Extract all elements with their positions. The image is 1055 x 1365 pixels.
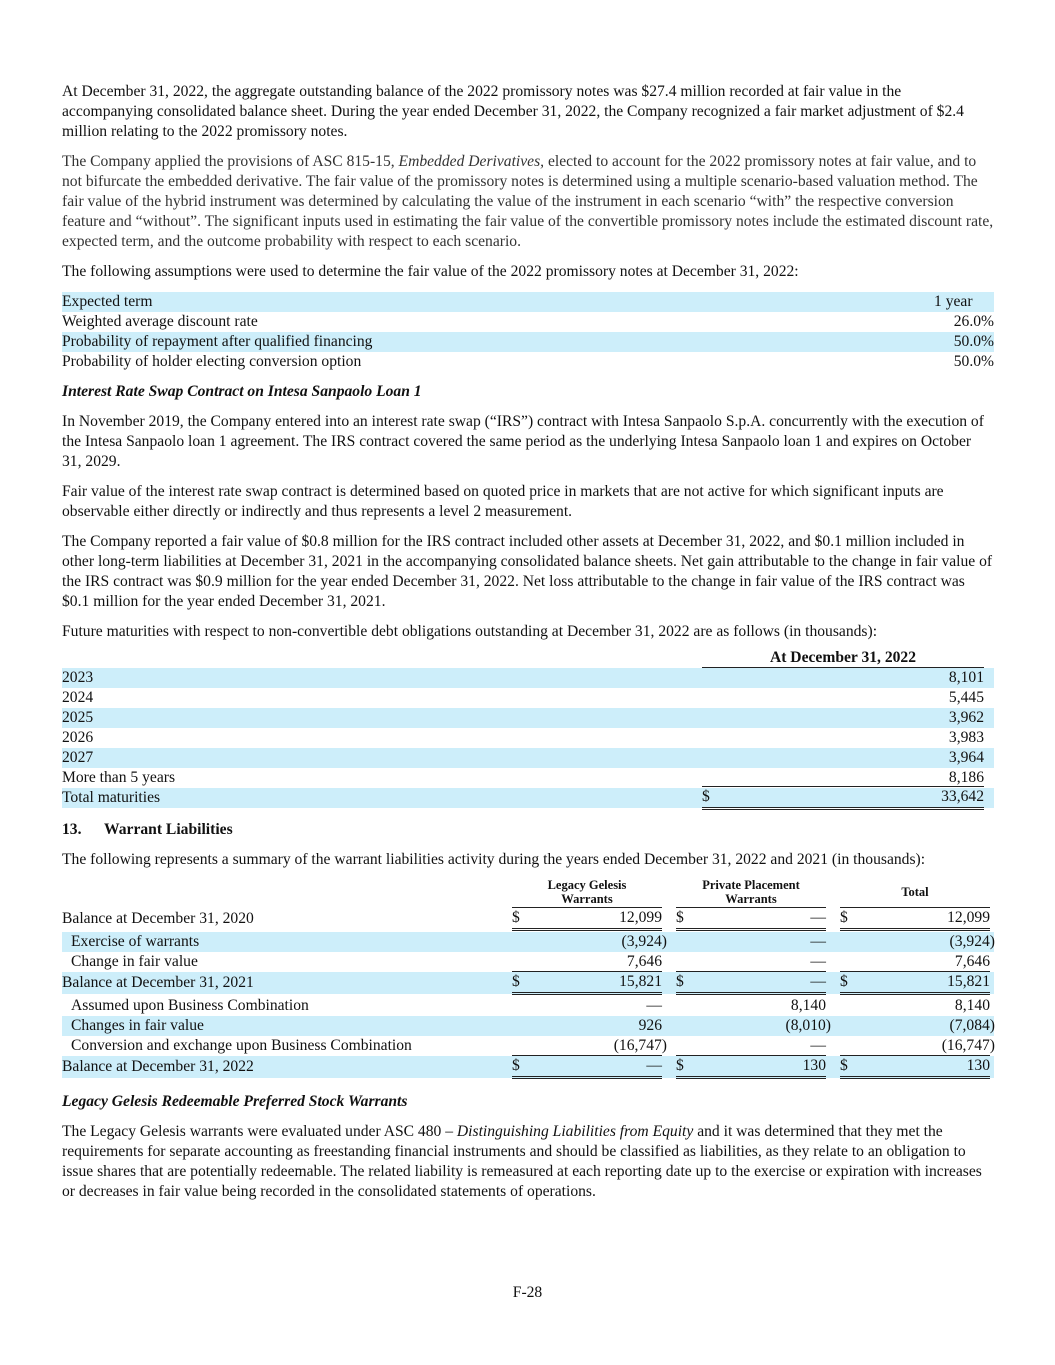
paragraph-asc-815-part1: The Company applied the provisions of ASC 815-15,	[62, 153, 399, 170]
warrant-row	[62, 932, 994, 952]
warrant-amount: 12,099	[947, 908, 990, 926]
warrant-cell	[676, 971, 826, 995]
warrant-row-label: Change in fair value	[71, 953, 198, 970]
assumption-row	[62, 332, 994, 352]
assumption-row	[62, 292, 994, 312]
currency-sign	[702, 768, 722, 788]
legacy-gelesis-heading: Legacy Gelesis Redeemable Preferred Stock Warrants	[62, 1093, 408, 1110]
currency-sign	[676, 1016, 694, 1036]
warrant-amount: 8,140	[790, 997, 826, 1014]
assumption-label: Expected term	[62, 293, 153, 310]
currency-sign	[512, 952, 530, 972]
warrant-row-label: Balance at December 31, 2021	[62, 974, 254, 991]
section-title: Warrant Liabilities	[104, 821, 233, 838]
currency-sign	[702, 688, 722, 708]
paragraph-promissory-balance: At December 31, 2022, the aggregate outstanding balance of the 2022 promissory notes was $27.4 million recorded at fair value in the accompanying consolidated balance sheet. During the year ended December 31, 2022, the Company recognized a fair market adjustment of $2.4 million relating to the 2022 promissory notes.	[62, 83, 964, 140]
warrant-amount: —	[810, 933, 826, 950]
warrant-row-label: Changes in fair value	[71, 1017, 204, 1034]
maturity-amount-cell	[702, 786, 984, 810]
maturity-amount: 3,983	[948, 729, 984, 746]
header-line: Legacy Gelesis	[547, 878, 627, 892]
header-line: Private Placement	[702, 878, 800, 892]
maturity-amount-cell	[702, 688, 984, 708]
warrant-cell	[840, 1055, 990, 1079]
paragraph-asc-815-part2: elected to account for the 2022 promissory notes at fair value, and to not bifurcate the embedded derivative. The fair value of the promissory notes is determined using a multiple scenario-based valuation method. The fair value of the hybrid instrument was determined by calculating the value of the instrument in each scenario “with” the respective conversion feature and “without”. The significant inputs used in estimating the fair value of the convertible promissory notes include the estimated discount rate, expected term, and the outcome probability with respect to each scenario.	[62, 153, 994, 250]
assumptions-table	[62, 292, 994, 372]
currency-sign	[840, 952, 858, 972]
paragraph-irs-reported: The Company reported a fair value of $0.8 million for the IRS contract included other assets at December 31, 2022, and $0.1 million included in other long-term liabilities at December 31, 2021 in the accompanying consolidated balance sheets. Net gain attributable to the change in fair value of the IRS contract was $0.9 million for the year ended December 31, 2022. Net loss attributable to the change in fair value of the IRS contract was $0.1 million for the year ended December 31, 2021.	[62, 533, 993, 610]
warrant-amount: (16,747)	[613, 1037, 667, 1054]
warrant-row	[62, 972, 994, 994]
paragraph-legacy-gelesis	[62, 1122, 994, 1202]
warrant-cell	[512, 1016, 662, 1036]
currency-sign	[676, 932, 694, 952]
column-header-total	[840, 885, 990, 908]
assumption-label: Probability of holder electing conversion option	[62, 353, 362, 370]
irs-heading: Interest Rate Swap Contract on Intesa Sanpaolo Loan 1	[62, 383, 422, 400]
maturity-amount: 5,445	[948, 689, 984, 706]
maturity-amount-cell	[702, 768, 984, 788]
warrant-row	[62, 952, 994, 972]
currency-sign	[840, 996, 858, 1016]
maturity-label: 2025	[62, 709, 94, 726]
currency-sign	[512, 1016, 530, 1036]
paragraph-assumptions-intro: The following assumptions were used to determine the fair value of the 2022 promissory notes at December 31, 2022:	[62, 263, 799, 280]
warrant-cell	[840, 996, 990, 1016]
header-line: Warrants	[561, 892, 613, 906]
maturity-amount: 8,186	[948, 769, 984, 786]
currency-sign	[702, 728, 722, 748]
paragraph-warrant-intro: The following represents a summary of the warrant liabilities activity during the years ended December 31, 2022 and 2021 (in thousands):	[62, 851, 926, 868]
warrant-row-label: Conversion and exchange upon Business Combination	[71, 1037, 412, 1054]
maturity-row	[62, 748, 994, 768]
header-line: Warrants	[725, 892, 777, 906]
currency-sign: $	[512, 908, 520, 926]
currency-sign	[840, 1036, 858, 1056]
assumption-row	[62, 352, 994, 372]
warrant-amount: 130	[802, 1057, 826, 1074]
warrant-amount: 130	[966, 1057, 990, 1074]
warrant-table-header	[62, 874, 994, 908]
assumption-value: 1 year	[934, 293, 973, 310]
currency-sign: $	[676, 1057, 684, 1074]
warrant-amount: 7,646	[626, 953, 662, 970]
assumption-value: 50.0%	[953, 353, 994, 370]
warrant-cell	[676, 1055, 826, 1079]
warrant-cell	[676, 908, 826, 931]
warrant-amount: —	[810, 953, 826, 970]
maturities-header	[62, 648, 994, 668]
currency-sign	[512, 1036, 530, 1056]
warrant-amount: 15,821	[947, 973, 990, 990]
warrant-amount: —	[810, 973, 826, 990]
currency-sign	[512, 996, 530, 1016]
section-number: 13.	[62, 821, 82, 838]
maturities-column-header: At December 31, 2022	[702, 648, 984, 668]
warrant-amount: 7,646	[954, 953, 990, 970]
maturity-label: 2026	[62, 729, 94, 746]
warrant-row-label: Exercise of warrants	[71, 933, 200, 950]
currency-sign	[512, 932, 530, 952]
currency-sign	[676, 952, 694, 972]
column-header-legacy-gelesis	[512, 878, 662, 908]
currency-sign: $	[840, 1057, 848, 1074]
warrant-amount: 15,821	[619, 973, 662, 990]
assumption-value: 50.0%	[953, 333, 994, 350]
maturity-row	[62, 768, 994, 788]
maturity-label: 2023	[62, 669, 94, 686]
currency-sign: $	[702, 788, 710, 805]
warrant-row	[62, 908, 994, 930]
warrant-cell	[512, 971, 662, 995]
page-number: F-28	[512, 1284, 543, 1301]
warrant-cell	[512, 1036, 667, 1056]
maturity-row	[62, 688, 994, 708]
header-line: Total	[901, 885, 929, 899]
warrant-cell	[676, 996, 826, 1016]
maturity-label: More than 5 years	[62, 769, 176, 786]
currency-sign	[702, 668, 722, 688]
paragraph-irs-fair-value: Fair value of the interest rate swap contract is determined based on quoted price in markets that are not active for which significant inputs are observable either directly or indirectly and thus represents a level 2 measurement.	[62, 483, 944, 520]
document-page	[62, 82, 994, 1212]
warrant-amount: (3,924)	[949, 933, 995, 950]
assumption-value: 26.0%	[953, 313, 994, 330]
currency-sign: $	[676, 973, 684, 990]
assumption-row	[62, 312, 994, 332]
section-heading	[62, 820, 994, 840]
warrant-row	[62, 1016, 994, 1036]
maturities-table	[62, 648, 994, 808]
maturity-amount-cell	[702, 748, 984, 768]
warrant-row	[62, 1036, 994, 1056]
currency-sign: $	[676, 908, 684, 926]
warrant-amount: (16,747)	[941, 1037, 995, 1054]
warrant-cell	[840, 971, 990, 995]
paragraph-irs-contract: In November 2019, the Company entered into an interest rate swap (“IRS”) contract with Intesa Sanpaolo S.p.A. concurrently with the execution of the Intesa Sanpaolo loan 1 agreement. The IRS contract covered the same period as the underlying Intesa Sanpaolo loan 1 and expires on October 31, 2029.	[62, 413, 984, 470]
warrant-amount: —	[810, 1037, 826, 1054]
warrant-cell	[840, 932, 995, 952]
paragraph-maturities-intro: Future maturities with respect to non-convertible debt obligations outstanding at December 31, 2022 are as follows (in thousands):	[62, 623, 878, 640]
currency-sign: $	[512, 1057, 520, 1074]
maturity-row	[62, 728, 994, 748]
warrant-cell	[512, 908, 662, 931]
warrant-row	[62, 1056, 994, 1078]
warrant-cell	[840, 1016, 995, 1036]
currency-sign	[840, 932, 858, 952]
warrant-amount: (3,924)	[621, 933, 667, 950]
warrant-amount: 12,099	[619, 908, 662, 926]
currency-sign: $	[840, 973, 848, 990]
warrant-cell	[840, 952, 990, 972]
warrant-cell	[512, 952, 662, 972]
warrant-amount: (7,084)	[949, 1017, 995, 1034]
warrant-amount: 926	[638, 1017, 662, 1034]
paragraph-legacy-italic: Distinguishing Liabilities from Equity	[456, 1123, 694, 1140]
warrant-row	[62, 996, 994, 1016]
warrant-cell	[676, 952, 826, 972]
paragraph-legacy-part1: The Legacy Gelesis warrants were evaluated under ASC 480 –	[62, 1123, 457, 1140]
maturity-row	[62, 708, 994, 728]
maturity-label: Total maturities	[62, 789, 161, 806]
warrant-cell	[840, 908, 990, 931]
warrant-cell	[676, 1016, 831, 1036]
assumption-label: Weighted average discount rate	[62, 313, 258, 330]
warrant-amount: —	[646, 997, 662, 1014]
paragraph-asc-815	[62, 152, 994, 252]
warrant-cell	[512, 932, 667, 952]
currency-sign	[676, 996, 694, 1016]
maturity-amount-cell	[702, 708, 984, 728]
warrant-amount: 8,140	[954, 997, 990, 1014]
maturity-amount: 3,962	[948, 709, 984, 726]
currency-sign	[676, 1036, 694, 1056]
maturity-amount: 33,642	[941, 788, 984, 805]
currency-sign: $	[840, 908, 848, 926]
warrant-cell	[840, 1036, 995, 1056]
warrant-liabilities-table	[62, 874, 994, 1078]
currency-sign	[702, 748, 722, 768]
maturity-amount: 3,964	[948, 749, 984, 766]
warrant-row-label: Balance at December 31, 2020	[62, 910, 254, 927]
currency-sign: $	[512, 973, 520, 990]
maturity-amount-cell	[702, 728, 984, 748]
paragraph-asc-815-italic: Embedded Derivatives,	[398, 153, 545, 170]
column-header-private-placement	[676, 878, 826, 908]
maturity-amount: 8,101	[948, 669, 984, 686]
maturity-amount-cell	[702, 668, 984, 688]
warrant-row-label: Assumed upon Business Combination	[71, 997, 309, 1014]
currency-sign	[702, 708, 722, 728]
paragraph-legacy-part2: and it was determined that they met the requirements for separate accounting as freestanding financial instruments and should be classified as liabilities, as they relate to an obligation to issue shares that are potentially redeemable. The related liability is remeasured at each reporting date up to the exercise or expiration with increases or decreases in fair value being recorded in the consolidated statements of operations.	[62, 1123, 982, 1200]
maturity-row	[62, 668, 994, 688]
currency-sign	[840, 1016, 858, 1036]
warrant-amount: (8,010)	[785, 1017, 831, 1034]
warrant-cell	[512, 996, 662, 1016]
warrant-cell	[676, 1036, 826, 1056]
maturity-label: 2024	[62, 689, 94, 706]
warrant-cell	[676, 932, 826, 952]
warrant-cell	[512, 1055, 662, 1079]
maturity-row	[62, 788, 994, 808]
warrant-amount: —	[646, 1057, 662, 1074]
assumption-label: Probability of repayment after qualified financing	[62, 333, 373, 350]
warrant-amount: —	[810, 908, 826, 926]
maturity-label: 2027	[62, 749, 94, 766]
warrant-row-label: Balance at December 31, 2022	[62, 1058, 254, 1075]
